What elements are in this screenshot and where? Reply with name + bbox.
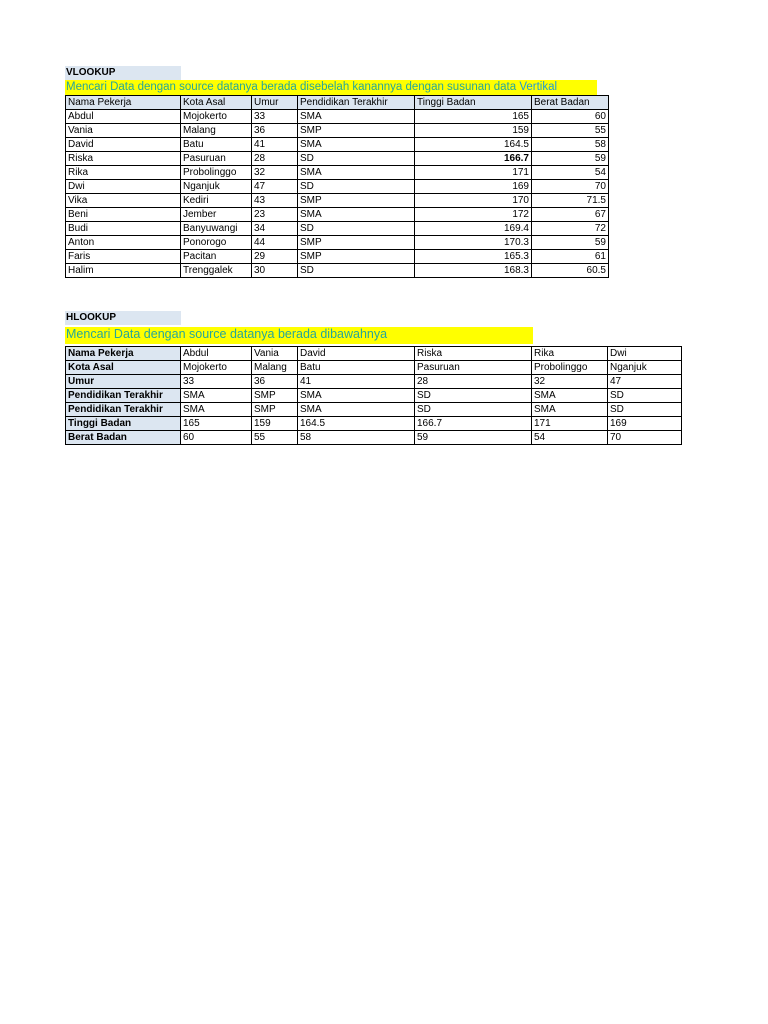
table-cell: Mojokerto xyxy=(181,361,252,375)
table-row xyxy=(66,264,609,278)
table-row xyxy=(66,180,609,194)
table-cell: 59 xyxy=(532,152,609,166)
table-row xyxy=(66,347,682,361)
table-cell: SD xyxy=(298,152,415,166)
table-cell: Pasuruan xyxy=(181,152,252,166)
table-cell: Pasuruan xyxy=(415,361,532,375)
table-cell: Nganjuk xyxy=(608,361,682,375)
row-header-cell: Kota Asal xyxy=(66,361,181,375)
table-cell: Banyuwangi xyxy=(181,222,252,236)
table-cell: 165 xyxy=(415,110,532,124)
table-cell: 28 xyxy=(252,152,298,166)
table-cell: 54 xyxy=(532,431,608,445)
table-cell: Dwi xyxy=(66,180,181,194)
table-cell: 55 xyxy=(252,431,298,445)
table-cell: 172 xyxy=(415,208,532,222)
table-cell: 36 xyxy=(252,375,298,389)
table-cell: Rika xyxy=(66,166,181,180)
table-cell: 47 xyxy=(608,375,682,389)
table-cell: 55 xyxy=(532,124,609,138)
table-cell: SMA xyxy=(298,110,415,124)
table-cell: 23 xyxy=(252,208,298,222)
vlookup-banner-accent: Vertikal xyxy=(519,81,558,93)
table-cell: 60.5 xyxy=(532,264,609,278)
table-cell: SMA xyxy=(298,403,415,417)
table-cell: Budi xyxy=(66,222,181,236)
vlookup-header-row xyxy=(66,96,609,110)
table-cell: 41 xyxy=(252,138,298,152)
table-cell: Vania xyxy=(66,124,181,138)
table-cell: 171 xyxy=(415,166,532,180)
table-cell: SMA xyxy=(181,389,252,403)
table-row xyxy=(66,166,609,180)
table-cell: 164.5 xyxy=(298,417,415,431)
table-cell: 32 xyxy=(532,375,608,389)
vlookup-header-cell: Kota Asal xyxy=(181,96,252,110)
table-cell: Pacitan xyxy=(181,250,252,264)
table-cell: 170.3 xyxy=(415,236,532,250)
table-cell: 61 xyxy=(532,250,609,264)
table-cell: 67 xyxy=(532,208,609,222)
table-cell: SD xyxy=(298,180,415,194)
hlookup-banner xyxy=(65,327,533,344)
table-row xyxy=(66,194,609,208)
table-cell: 60 xyxy=(532,110,609,124)
table-cell: 169 xyxy=(608,417,682,431)
table-cell: 165 xyxy=(181,417,252,431)
table-cell: 59 xyxy=(415,431,532,445)
table-cell: Malang xyxy=(252,361,298,375)
table-cell: Nganjuk xyxy=(181,180,252,194)
table-row xyxy=(66,417,682,431)
table-cell: 165.3 xyxy=(415,250,532,264)
table-cell: 34 xyxy=(252,222,298,236)
table-cell: SMA xyxy=(181,403,252,417)
table-cell: Dwi xyxy=(608,347,682,361)
table-row xyxy=(66,124,609,138)
hlookup-table xyxy=(65,346,682,445)
table-cell: Jember xyxy=(181,208,252,222)
vlookup-banner-text: Mencari Data dengan source datanya berada disebelah kanannya dengan susunan data xyxy=(66,81,520,93)
table-cell: David xyxy=(298,347,415,361)
table-cell: 166.7 xyxy=(415,417,532,431)
table-row xyxy=(66,152,609,166)
table-row xyxy=(66,403,682,417)
hlookup-banner-text: Mencari Data dengan source datanya berada dibawahnya xyxy=(66,327,388,341)
table-cell: 72 xyxy=(532,222,609,236)
table-cell: SMA xyxy=(298,389,415,403)
table-cell: 58 xyxy=(532,138,609,152)
table-cell: Probolinggo xyxy=(532,361,608,375)
table-cell: Rika xyxy=(532,347,608,361)
table-cell: SMP xyxy=(298,250,415,264)
table-cell: 36 xyxy=(252,124,298,138)
table-cell: Anton xyxy=(66,236,181,250)
table-cell: SMP xyxy=(298,236,415,250)
hlookup-label: HLOOKUP xyxy=(65,311,181,325)
table-cell: Halim xyxy=(66,264,181,278)
table-cell: SMA xyxy=(298,138,415,152)
table-row xyxy=(66,361,682,375)
table-cell: 43 xyxy=(252,194,298,208)
table-cell: 159 xyxy=(252,417,298,431)
table-cell: 169.4 xyxy=(415,222,532,236)
table-cell: Kediri xyxy=(181,194,252,208)
table-row xyxy=(66,110,609,124)
row-header-cell: Nama Pekerja xyxy=(66,347,181,361)
table-cell: Abdul xyxy=(66,110,181,124)
table-cell: Riska xyxy=(66,152,181,166)
vlookup-header-cell: Umur xyxy=(252,96,298,110)
table-row xyxy=(66,208,609,222)
table-cell: SD xyxy=(298,222,415,236)
table-cell: Faris xyxy=(66,250,181,264)
table-cell: Vania xyxy=(252,347,298,361)
table-cell: 60 xyxy=(181,431,252,445)
vlookup-label: VLOOKUP xyxy=(65,66,181,80)
table-cell: SD xyxy=(298,264,415,278)
table-cell: 164.5 xyxy=(415,138,532,152)
vlookup-header-cell: Tinggi Badan xyxy=(415,96,532,110)
table-cell: 70 xyxy=(608,431,682,445)
table-cell: Beni xyxy=(66,208,181,222)
table-cell: SMA xyxy=(298,208,415,222)
row-header-cell: Pendidikan Terakhir xyxy=(66,389,181,403)
table-cell: Vika xyxy=(66,194,181,208)
row-header-cell: Tinggi Badan xyxy=(66,417,181,431)
table-cell: SMP xyxy=(298,194,415,208)
table-cell: 28 xyxy=(415,375,532,389)
table-cell: 29 xyxy=(252,250,298,264)
table-row xyxy=(66,431,682,445)
table-cell: 47 xyxy=(252,180,298,194)
table-cell: Trenggalek xyxy=(181,264,252,278)
table-cell: Batu xyxy=(298,361,415,375)
table-cell: 169 xyxy=(415,180,532,194)
table-cell: 44 xyxy=(252,236,298,250)
vlookup-header-cell: Nama Pekerja xyxy=(66,96,181,110)
vlookup-header-cell: Pendidikan Terakhir xyxy=(298,96,415,110)
vlookup-table xyxy=(65,95,609,278)
table-cell: 171 xyxy=(532,417,608,431)
table-cell: 41 xyxy=(298,375,415,389)
table-cell: 33 xyxy=(252,110,298,124)
table-cell: 168.3 xyxy=(415,264,532,278)
table-cell: Ponorogo xyxy=(181,236,252,250)
table-cell: SMA xyxy=(532,389,608,403)
table-cell: 32 xyxy=(252,166,298,180)
table-cell: David xyxy=(66,138,181,152)
table-cell: SMP xyxy=(252,389,298,403)
table-cell: Abdul xyxy=(181,347,252,361)
table-cell: SD xyxy=(608,403,682,417)
table-cell: 33 xyxy=(181,375,252,389)
table-row xyxy=(66,250,609,264)
vlookup-header-cell: Berat Badan xyxy=(532,96,609,110)
table-row xyxy=(66,138,609,152)
table-cell: SMP xyxy=(298,124,415,138)
table-cell: 71.5 xyxy=(532,194,609,208)
table-cell: Malang xyxy=(181,124,252,138)
row-header-cell: Umur xyxy=(66,375,181,389)
table-cell: Riska xyxy=(415,347,532,361)
table-cell: 170 xyxy=(415,194,532,208)
table-cell: 166.7 xyxy=(415,152,532,166)
vlookup-banner xyxy=(65,80,597,95)
table-cell: 70 xyxy=(532,180,609,194)
table-cell: Batu xyxy=(181,138,252,152)
table-cell: 59 xyxy=(532,236,609,250)
table-cell: 30 xyxy=(252,264,298,278)
table-cell: 58 xyxy=(298,431,415,445)
row-header-cell: Pendidikan Terakhir xyxy=(66,403,181,417)
table-cell: 54 xyxy=(532,166,609,180)
table-row xyxy=(66,375,682,389)
table-row xyxy=(66,389,682,403)
table-cell: 159 xyxy=(415,124,532,138)
table-cell: SMA xyxy=(298,166,415,180)
table-cell: SD xyxy=(415,389,532,403)
table-cell: SMA xyxy=(532,403,608,417)
table-cell: SD xyxy=(608,389,682,403)
table-cell: SMP xyxy=(252,403,298,417)
table-cell: Mojokerto xyxy=(181,110,252,124)
table-row xyxy=(66,222,609,236)
table-cell: SD xyxy=(415,403,532,417)
table-row xyxy=(66,236,609,250)
table-cell: Probolinggo xyxy=(181,166,252,180)
row-header-cell: Berat Badan xyxy=(66,431,181,445)
